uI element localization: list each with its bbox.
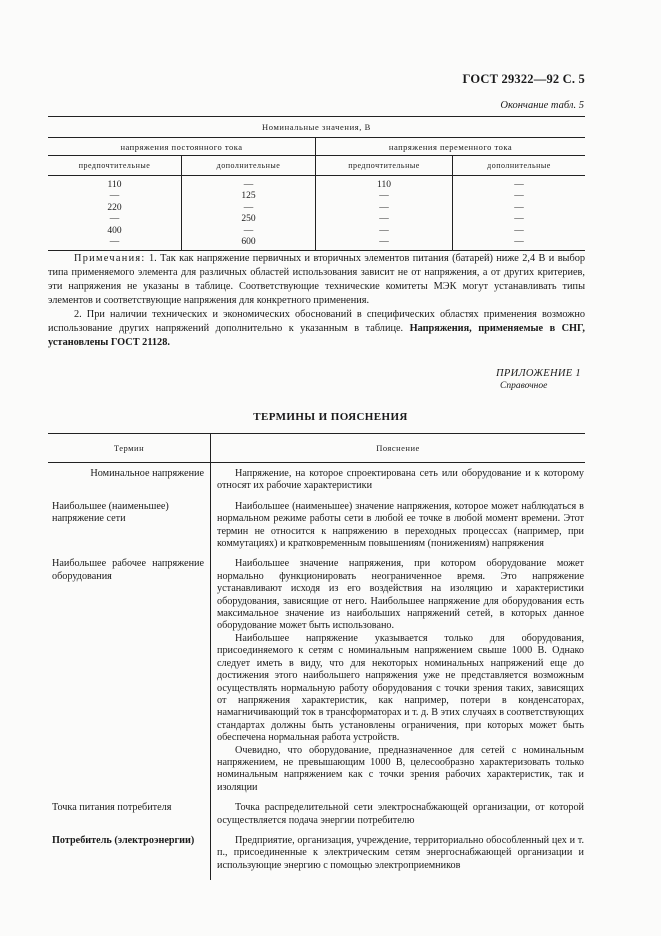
dc-preferred-values: 110 — 220 — 400 — [48, 176, 182, 251]
note-2 [48, 308, 585, 350]
explanation-paragraph: Наибольшее значение напряжения, при котором оборудование может нормально функционировать неограниченное время. Это напряжение устанавливают исходя из его воздействия на изоляцию и характеристики оборудования, зависящие от него. Наибольшее напряжение для оборудования есть максимальное значение из наибольших напряжений сетей, в которых данное оборудование может быть использовано. [217, 558, 584, 632]
term-cell: Наибольшее рабочее напряжение оборудования [48, 558, 211, 802]
notes-label: Примечания: [74, 253, 146, 264]
note-1 [48, 252, 585, 308]
ac-preferred-values: 110 — — — — — [316, 176, 453, 251]
terms-section-title: ТЕРМИНЫ И ПОЯСНЕНИЯ [253, 411, 408, 423]
ac-preferred-header: предпочтительные [316, 156, 453, 176]
dc-additional-header: дополнительные [182, 156, 316, 176]
dc-preferred-header: предпочтительные [48, 156, 182, 176]
table-row [48, 501, 585, 559]
appendix-title: ПРИЛОЖЕНИЕ 1 [496, 368, 581, 379]
note-2-bold-text: Напряжения, применяемые в СНГ, установлены ГОСТ 21128. [48, 323, 586, 348]
dc-group-header: напряжения постоянного тока [48, 138, 316, 156]
dc-additional-values: — 125 — 250 — 600 [182, 176, 316, 251]
term-column-header: Термин [48, 434, 211, 463]
table-row [48, 835, 585, 880]
table-row [48, 558, 585, 802]
note-1-text: 1. Так как напряжение первичных и вторичных элементов питания (батарей) ниже 2,4 В и выбор типа применяемого элемента для различных областей использования зависит не от напряжения, а от других критериев, эти напряжения не указаны в таблице. Соответствующие технические комитеты МЭК могут устанавливать типы элементов и соответствующие напряжения для конкретного применения. [48, 253, 586, 306]
terms-table [48, 433, 585, 880]
explanation-cell [211, 501, 586, 559]
explanation-paragraph: Предприятие, организация, учреждение, территориально обособленный цех и т. п., присоединенные к электрическим сетям энергоснабжающей организации и использующие энергию с помощью электроприемников [217, 834, 584, 871]
term-cell: Потребитель (электроэнергии) [48, 835, 211, 880]
voltage-table [48, 116, 585, 251]
explanation-column-header: Пояснение [211, 434, 586, 463]
note-2-text: 2. При наличии технических и экономических обоснований в специфических областях применения возможно использование других напряжений дополнительно к указанным в таблице. [48, 309, 585, 334]
explanation-paragraph: Напряжение, на которое спроектирована сеть или оборудование и к которому относят их рабочие характеристики [217, 468, 584, 492]
notes-block [48, 252, 585, 350]
explanation-cell [211, 835, 586, 880]
explanation-paragraph: Точка распределительной сети электроснабжающей организации, от которой осуществляется подача энергии потребителю [217, 802, 584, 826]
term-cell: Точка питания потребителя [48, 802, 211, 835]
explanation-paragraph: Наибольшее напряжение указывается только для оборудования, присоединяемого к сетям с номинальным напряжением свыше 1000 В. Однако следует иметь в виду, что для некоторых номинальных напряжений еще до достижения этого наибольшего напряжения уже не представляется возможным осуществлять нормальную работу оборудования с точки зрения таких, зависящих от напряжения характеристик, как например, потери в конденсаторах, намагничивающий ток в трансформаторах и т. д. В этих случаях в соответствующих стандартах должны быть установлены ограничения, при которых может быть обеспечена нормальная работа устройств. [217, 632, 584, 744]
ac-additional-header: дополнительные [453, 156, 586, 176]
explanation-paragraph: Наибольшее (наименьшее) значение напряжения, которое может наблюдаться в нормальном режиме работы сети в любой ее точке в любой момент времени. Этот термин не относится к напряжению в переходных процессах (например, при коммутациях) и кратковременным повышениям (понижениям) напряжения [217, 500, 584, 550]
table-continuation-label: Окончание табл. 5 [500, 100, 584, 111]
table-row [48, 802, 585, 835]
appendix-subtitle: Справочное [500, 381, 548, 391]
ac-additional-values: — — — — — — [453, 176, 586, 251]
voltage-table-caption: Номинальные значения, В [48, 117, 585, 138]
explanation-cell [211, 802, 586, 835]
explanation-cell [211, 558, 586, 802]
page-header: ГОСТ 29322—92 С. 5 [462, 72, 585, 86]
explanation-cell [211, 463, 586, 501]
ac-group-header: напряжения переменного тока [316, 138, 586, 156]
term-cell: Наибольшее (наименьшее) напряжение сети [48, 501, 211, 559]
table-row [48, 463, 585, 501]
term-cell: Номинальное напряжение [48, 463, 211, 501]
explanation-paragraph: Очевидно, что оборудование, предназначенное для сетей с номинальным напряжением, не превышающим 1000 В, целесообразно характеризовать только номинальным напряжением как с точки зрения рабочих характеристик, так и изоляции [217, 744, 584, 793]
